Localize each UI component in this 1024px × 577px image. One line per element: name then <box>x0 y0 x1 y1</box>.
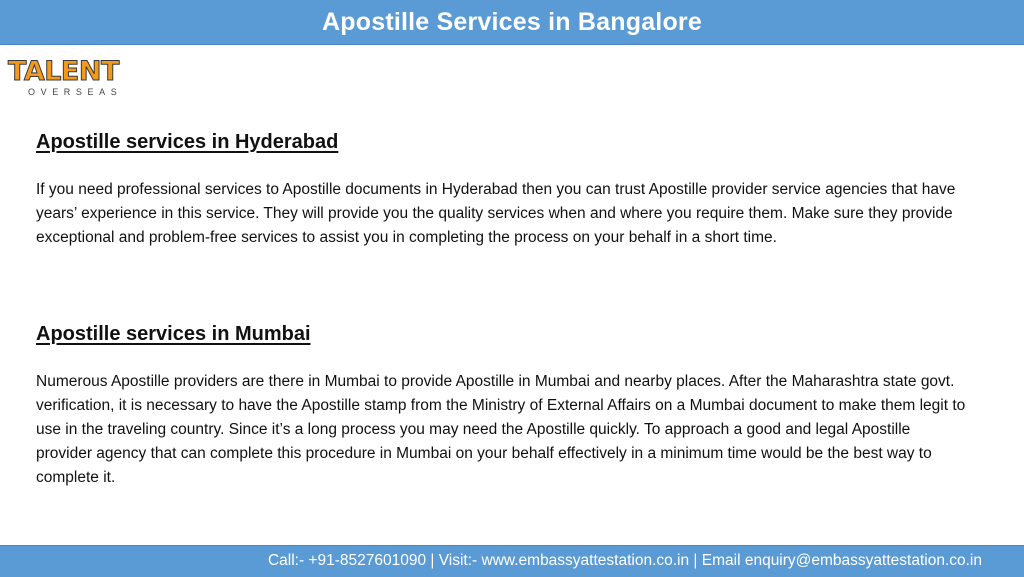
logo-wordmark: TALENT <box>8 56 119 87</box>
section-paragraph: Numerous Apostille providers are there in Mumbai to provide Apostille in Mumbai and nearby places. After the Maharashtra state govt. verification, it is necessary to have the Apostille stamp from the Ministry of External Affairs on a Mumbai document to make them legit to use in the traveling country. Since it’s a long process you may need the Apostille quickly. To approach a good and legal Apostille provider agency that can complete this procedure in Mumbai on your behalf effectively in a minimum time would be the best way to complete it. <box>36 373 966 486</box>
logo-tagline: OVERSEAS <box>28 87 123 97</box>
section-hyderabad <box>36 129 976 246</box>
section-heading: Apostille services in Hyderabad <box>36 131 339 153</box>
company-logo <box>8 57 132 99</box>
section-paragraph: If you need professional services to Apostille documents in Hyderabad then you can trust Apostille provider service agencies that have years’ experience in this service. They will provide you the quality services when and where you require them. Make sure they provide exceptional and problem-free services to assist you in completing the process on your behalf in a short time. <box>36 181 956 246</box>
contact-info: Call:- +91-8527601090 | Visit:- www.embassyattestation.co.in | Email enquiry@embassyattestation.co.in <box>267 552 982 569</box>
page-title: Apostille Services in Bangalore <box>322 7 702 36</box>
section-mumbai <box>36 321 976 486</box>
footer-bar <box>0 545 1024 577</box>
section-heading: Apostille services in Mumbai <box>36 323 311 345</box>
header-bar <box>0 0 1024 45</box>
